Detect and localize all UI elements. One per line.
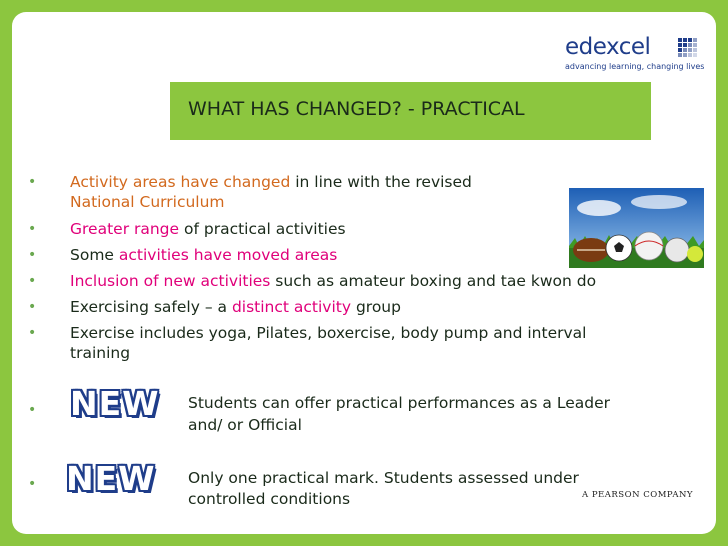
highlight-text: Activity areas have changed (70, 173, 291, 191)
list-item (70, 297, 401, 317)
item-text: of practical activities (179, 220, 346, 238)
item-text: in line with the revised (290, 173, 472, 191)
bullet-dot: • (28, 273, 37, 289)
list-item (70, 172, 472, 192)
new-badge: NEW (66, 459, 156, 498)
highlight-text: activities have moved areas (118, 246, 338, 264)
item-text: Exercising safely – a (70, 298, 232, 316)
bullet-dot: • (28, 325, 37, 341)
bullet-dot: • (28, 247, 37, 263)
bullet-dot: • (28, 299, 37, 315)
slide-title: WHAT HAS CHANGED? - PRACTICAL (188, 98, 525, 120)
list-item-continuation: National Curriculum (70, 193, 225, 211)
list-item (70, 245, 337, 265)
item-text: such as amateur boxing and tae kwon do (270, 272, 597, 290)
item-text: group (351, 298, 401, 316)
new-item-text: and/ or Official (188, 416, 302, 434)
list-item (70, 219, 346, 239)
pearson-footer: A PEARSON COMPANY (582, 490, 694, 500)
item-text: Some (70, 246, 119, 264)
slide (12, 12, 716, 534)
highlight-text: Inclusion of new activities (70, 272, 271, 290)
highlight-text: distinct activity (231, 298, 352, 316)
list-item: Exercise includes yoga, Pilates, boxercise, body pump and interval (70, 324, 587, 342)
list-item (70, 271, 596, 291)
bullet-dot: • (28, 174, 37, 190)
bullet-dot: • (28, 221, 37, 237)
new-item-text: Students can offer practical performances as a Leader (188, 394, 610, 412)
new-item-text: controlled conditions (188, 490, 351, 508)
highlight-text: Greater range (70, 220, 180, 238)
bullet-dot: • (28, 402, 37, 418)
logo-wordmark: edexcel (565, 34, 651, 60)
new-item-text: Only one practical mark. Students assessed under (188, 469, 579, 487)
new-badge: NEW (70, 384, 160, 423)
list-item-continuation: training (70, 344, 131, 362)
logo-tagline: advancing learning, changing lives (565, 62, 705, 71)
bullet-dot: • (28, 476, 37, 492)
bullet-list (12, 12, 716, 534)
